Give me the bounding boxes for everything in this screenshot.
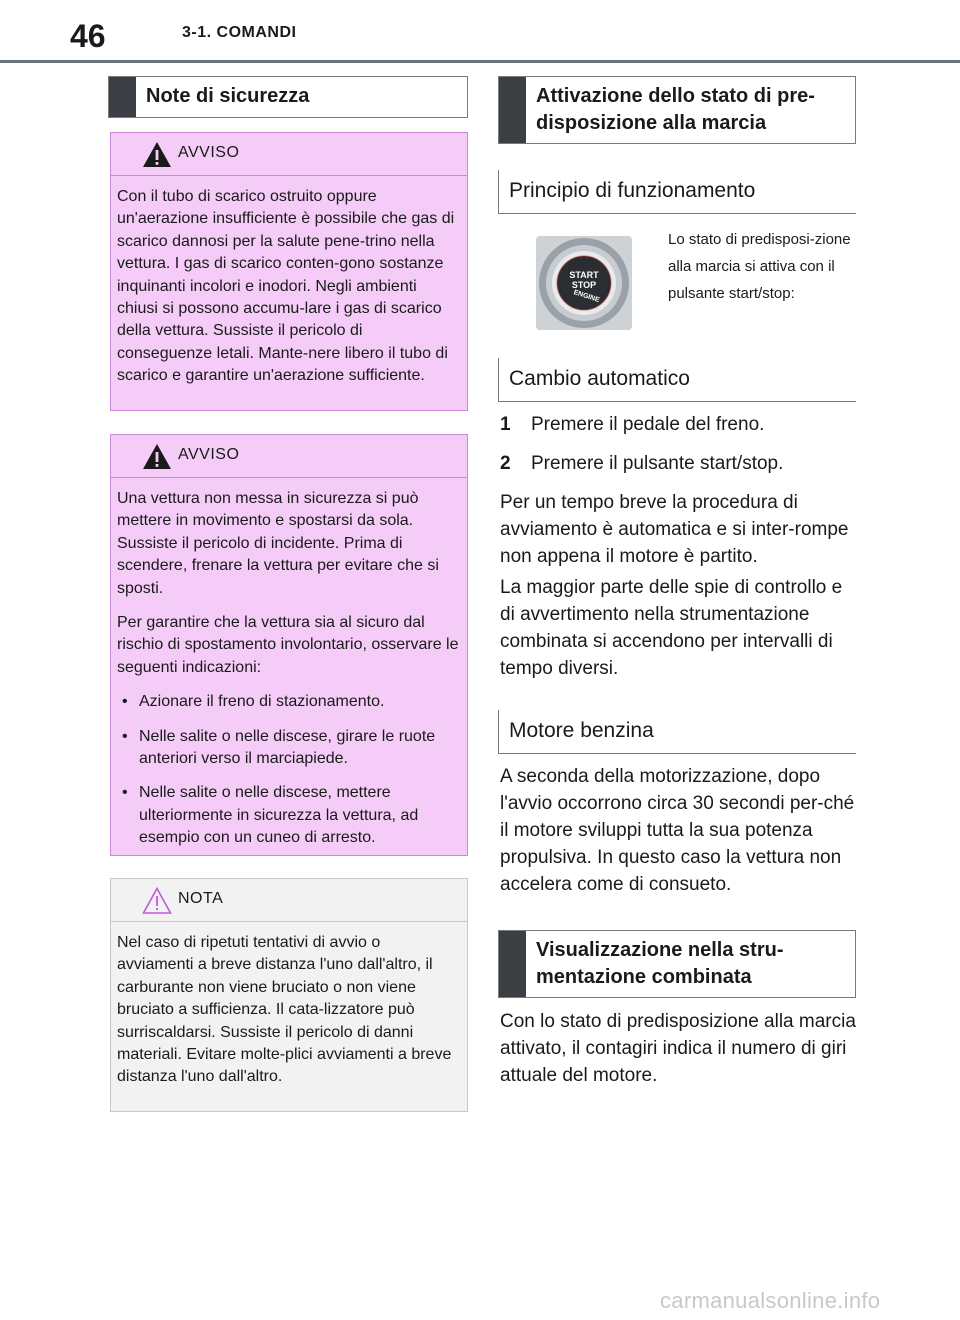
svg-text:STOP: STOP (571, 280, 597, 290)
warning-label: AVVISO (178, 144, 240, 161)
subheading-text: Cambio automatico (509, 367, 690, 390)
subheading-petrol (498, 710, 856, 754)
list-item: • Nelle salite o nelle discese, girare le ruote anteriori verso il marciapiede. (117, 726, 459, 771)
subheading-principle (498, 170, 856, 214)
section-heading-activation (498, 76, 856, 144)
section-heading-display (498, 930, 856, 998)
warning-label: AVVISO (178, 446, 240, 463)
warning-triangle-icon (142, 442, 172, 470)
section-tab (499, 931, 526, 997)
step-item (500, 411, 764, 438)
section-heading-safety (108, 76, 468, 118)
note-label: NOTA (178, 890, 224, 907)
image-caption: Lo stato di predisposi-zione alla marcia si attiva con il pulsante start/stop: (668, 231, 851, 302)
step-number: 2 (500, 453, 511, 474)
note-box (110, 878, 468, 1112)
section-title: Visualizzazione nella stru-mentazione combinata (536, 939, 784, 988)
start-stop-engine-button-icon (536, 236, 632, 330)
warning-triangle-icon (142, 140, 172, 168)
body-paragraph: La maggior parte delle spie di controllo e di avvertimento nella strumentazione combinata si accendono per intervalli di tempo diversi. (500, 577, 843, 679)
chapter-title: 3-1. COMANDI (182, 24, 297, 41)
step-item (500, 450, 783, 477)
subheading-text: Principio di funzionamento (509, 179, 756, 202)
step-text: Premere il pedale del freno. (531, 414, 765, 435)
section-title: Attivazione dello stato di pre-disposizione alla marcia (536, 85, 815, 134)
list-item: • Azionare il freno di stazionamento. (117, 691, 459, 713)
step-number: 1 (500, 414, 511, 435)
warning-header (111, 133, 467, 176)
warning-body (111, 176, 467, 408)
svg-text:START: START (569, 270, 599, 280)
warning-text: Con il tubo di scarico ostruito oppure un'aerazione insufficiente è possibile che gas di scarico dannosi per la salute pene-trino nella vettura. I gas di scarico conten-gono sostanze inquinanti incolori e inodori. Negli ambienti chiusi si possono accumu-lare i gas di scarico della vettura. Sussiste il pericolo di conseguenze letali. Mante-nere libero il tubo di scarico e garantire un'aerazione sufficiente. (117, 188, 455, 385)
caution-triangle-icon (142, 886, 172, 914)
subheading-automatic (498, 358, 856, 402)
warning-box-exhaust (110, 132, 468, 411)
warning-header (111, 435, 467, 478)
warning-paragraph: Per garantire che la vettura sia al sicuro dal rischio di spostamento involontario, osservare le seguenti indicazioni: (117, 614, 459, 676)
header-divider (0, 60, 960, 63)
body-paragraph: Per un tempo breve la procedura di avviamento è automatica e si inter-rompe non appena il motore è partito. (500, 492, 849, 567)
warning-body (111, 478, 467, 870)
page-header (0, 0, 960, 62)
page-number: 46 (70, 18, 106, 54)
section-title: Note di sicurezza (146, 85, 310, 107)
section-tab (109, 77, 136, 117)
body-paragraph: A seconda della motorizzazione, dopo l'avvio occorrono circa 30 secondi per-ché il motore sviluppi tutta la sua potenza propulsiva. In questo caso la vettura non accelera come di consueto. (500, 766, 855, 895)
subheading-text: Motore benzina (509, 719, 654, 742)
svg-text:ENGINE: ENGINE (572, 289, 601, 305)
start-stop-button-image (536, 236, 632, 330)
warning-box-vehicle-movement (110, 434, 468, 856)
step-text: Premere il pulsante start/stop. (531, 453, 784, 474)
list-item: • Nelle salite o nelle discese, mettere ulteriormente in sicurezza la vettura, ad esempio con un cuneo di arresto. (117, 782, 459, 849)
section-tab (499, 77, 526, 143)
watermark: carmanualsonline.info (660, 1288, 881, 1313)
body-paragraph: Con lo stato di predisposizione alla marcia attivato, il contagiri indica il numero di giri attuale del motore. (500, 1011, 856, 1086)
note-body (111, 922, 467, 1109)
note-text: Nel caso di ripetuti tentativi di avvio o avviamenti a breve distanza l'uno dall'altro, il carburante non viene bruciato o non viene bruciato a sufficienza. Il cata-lizzatore può surriscaldarsi. Sussiste il pericolo di danni materiali. Evitare molte-plici avviamenti a breve distanza l'uno dall'altro. (117, 934, 452, 1086)
note-header (111, 879, 467, 922)
warning-paragraph: Una vettura non messa in sicurezza si può mettere in movimento e spostarsi da sola. Sussiste il pericolo di incidente. Prima di scendere, frenare la vettura per evitare che si sposti. (117, 490, 439, 597)
warning-bullet-list (117, 691, 459, 849)
